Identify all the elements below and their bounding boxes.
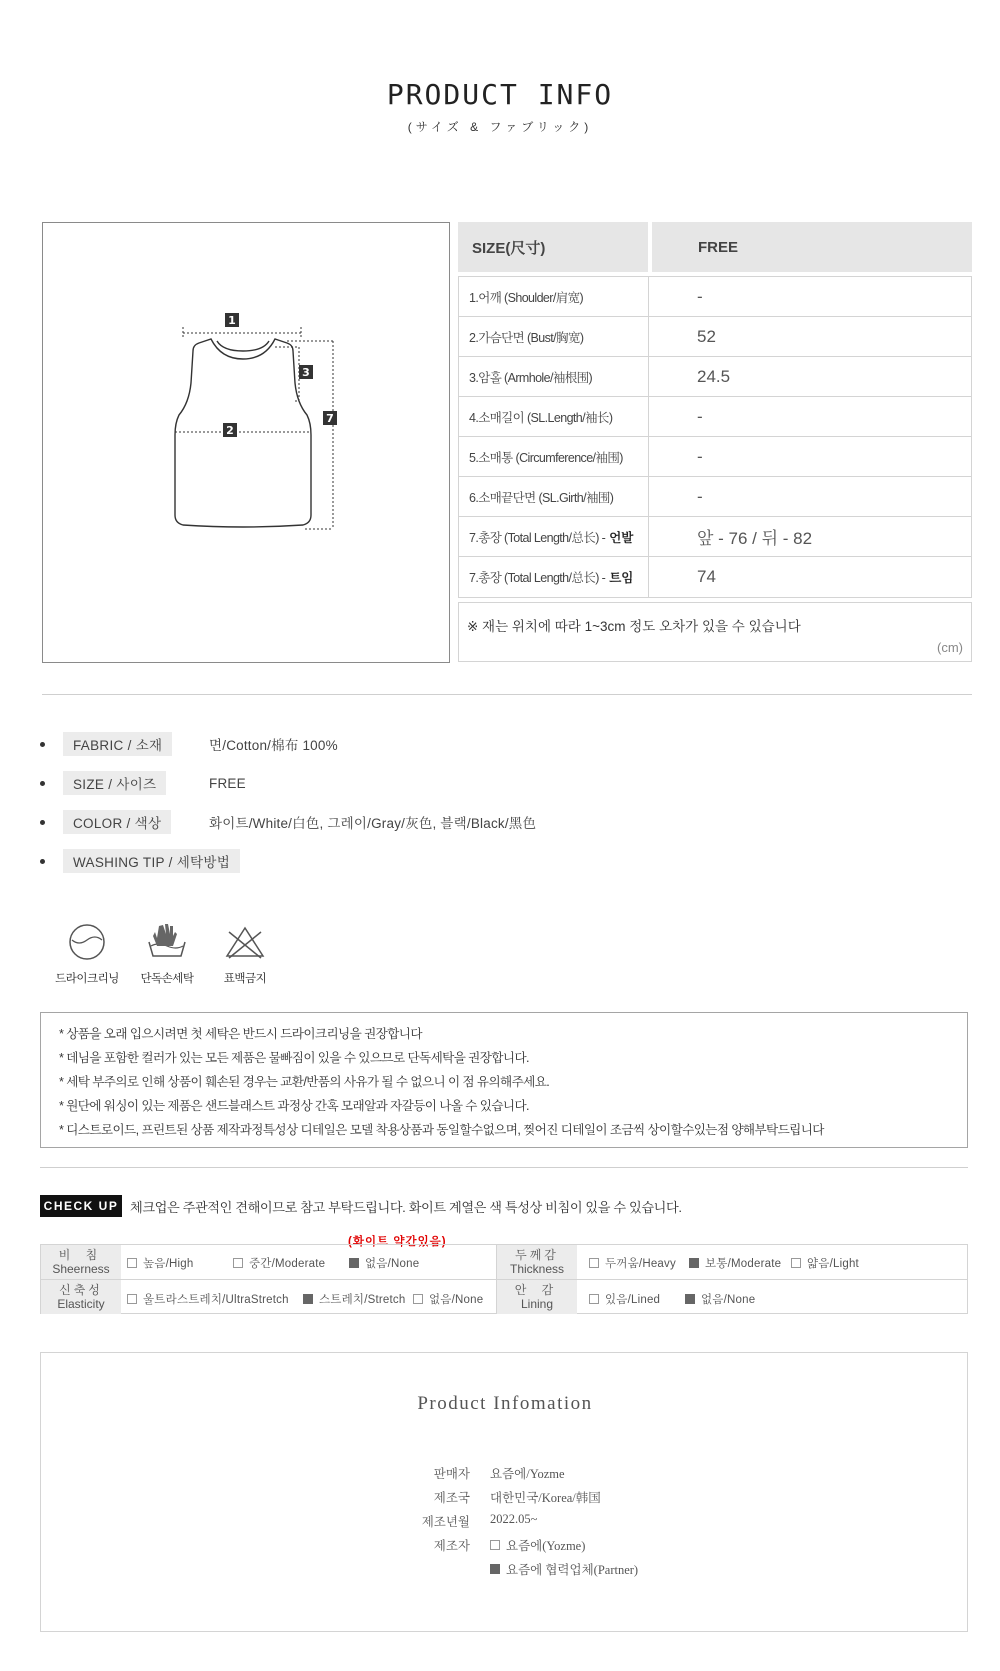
measurement-value: 앞 - 76 / 뒤 - 82 — [697, 529, 813, 548]
bullet-icon — [40, 781, 45, 786]
hand-wash-label: 단독손세탁 — [140, 973, 194, 985]
checkup-badge: CHECK UP — [40, 1195, 122, 1217]
option-label: 없음/None — [429, 1294, 484, 1306]
measurement-label — [459, 357, 649, 396]
no-bleach-icon — [223, 922, 267, 962]
product-information-box — [40, 1352, 968, 1632]
divider — [42, 694, 972, 695]
size-table-row — [459, 477, 971, 517]
date-label: 제조년월 — [421, 1515, 470, 1529]
spec-size — [40, 772, 246, 794]
bullet-icon — [40, 742, 45, 747]
maker-option-label: 요즘에(Yozme) — [506, 1539, 586, 1553]
measurement-label-text: 4.소매길이 (SL.Length/袖长) — [469, 410, 613, 425]
divider — [496, 1245, 497, 1313]
thickness-label-ko: 두께감 — [515, 1248, 559, 1262]
seller-value: 요즘에/Yozme — [490, 1467, 565, 1481]
option-label: 중간/Moderate — [249, 1258, 326, 1270]
dry-clean-icon — [67, 922, 107, 962]
measurement-label — [459, 317, 649, 356]
product-information-title: Product Infomation — [417, 1393, 593, 1414]
lining-option — [685, 1291, 755, 1307]
option-label: 울트라스트레치/UltraStretch — [143, 1294, 289, 1306]
size-diagram — [42, 222, 450, 663]
measurement-label-text: 3.암홀 (Armhole/袖根围) — [469, 370, 593, 385]
checkbox-checked-icon — [490, 1564, 500, 1574]
thickness-option — [791, 1255, 859, 1271]
checkbox-checked-icon — [685, 1294, 695, 1304]
fabric-value: 면/Cotton/棉布 100% — [209, 738, 338, 753]
measurement-value: - — [697, 286, 703, 306]
bullet-icon — [40, 859, 45, 864]
sheerness-label-ko: 비 침 — [58, 1248, 104, 1262]
measurement-label-text: 6.소매끝단면 (SL.Girth/袖围) — [469, 490, 614, 505]
measurement-label-text: 1.어깨 (Shoulder/肩宽) — [469, 290, 584, 305]
measurement-label — [459, 557, 649, 597]
checkbox-checked-icon — [689, 1258, 699, 1268]
care-note: * 원단에 워싱이 있는 제품은 샌드블래스트 과정상 간혹 모래알과 자갈등이 나올 수 있습니다. — [59, 1099, 529, 1113]
checkup-text: 체크업은 주관적인 견해이므로 참고 부탁드립니다. 화이트 계열은 색 특성상 비침이 있을 수 있습니다. — [130, 1200, 682, 1215]
measurement-label — [459, 397, 649, 436]
size-column-header: SIZE(尺寸) — [458, 222, 648, 272]
wash-dry-clean — [47, 922, 127, 986]
checkbox-icon — [490, 1540, 500, 1550]
elasticity-option — [413, 1291, 483, 1307]
hand-wash-icon — [145, 922, 189, 962]
elasticity-label-ko: 신축성 — [59, 1283, 103, 1297]
date-value: 2022.05~ — [490, 1512, 538, 1526]
marker-7-label: 7 — [326, 412, 334, 425]
unit-label: (cm) — [937, 640, 963, 655]
sheerness-option — [127, 1255, 193, 1271]
checkbox-icon — [413, 1294, 423, 1304]
measurement-note: ※ 재는 위치에 따라 1~3cm 정도 오차가 있을 수 있습니다 — [467, 619, 801, 634]
care-note: * 상품을 오래 입으시려면 첫 세탁은 반드시 드라이크리닝을 권장합니다 — [59, 1027, 422, 1041]
measurement-label-text: 5.소매통 (Circumference/袖围) — [469, 450, 623, 465]
option-label: 두꺼움/Heavy — [605, 1258, 676, 1270]
thickness-option — [689, 1255, 781, 1271]
spec-washing — [40, 850, 240, 872]
measurement-label-suffix: 언발 — [609, 530, 634, 545]
country-value: 대한민국/Korea/韩国 — [490, 1491, 601, 1505]
tank-top-illustration — [43, 223, 449, 662]
maker-option — [490, 1560, 638, 1578]
measurement-label — [459, 517, 649, 556]
measurement-value: - — [697, 486, 703, 506]
thickness-header — [497, 1245, 577, 1279]
fabric-label: FABRIC / 소재 — [63, 732, 172, 756]
washing-label: WASHING TIP / 세탁방법 — [63, 849, 240, 873]
care-note: * 디스트로이드, 프린트된 상품 제작과정특성상 디테일은 모델 착용상품과 동일할수없으며, 찢어진 디테일이 조금씩 상이할수있는점 양해부탁드립니다 — [59, 1123, 824, 1137]
spec-color — [40, 811, 537, 833]
option-label: 스트레치/Stretch — [319, 1294, 406, 1306]
measurement-value: 24.5 — [697, 366, 731, 386]
size-table-row — [459, 517, 971, 557]
spec-fabric — [40, 733, 338, 755]
measurement-label — [459, 437, 649, 476]
measurement-label-suffix: 트임 — [609, 571, 634, 585]
checkbox-icon — [589, 1294, 599, 1304]
marker-3-label: 3 — [302, 366, 310, 379]
lining-label-ko: 안 감 — [514, 1283, 560, 1297]
checkbox-icon — [791, 1258, 801, 1268]
measurement-label-text: 7.총장 (Total Length/总长) - — [469, 571, 606, 585]
option-label: 있음/Lined — [605, 1294, 661, 1306]
color-label: COLOR / 색상 — [63, 810, 171, 834]
checkbox-icon — [589, 1258, 599, 1268]
measurement-label-text: 2.가슴단면 (Bust/胸宽) — [469, 330, 584, 345]
page-title: PRODUCT INFO — [386, 78, 614, 111]
option-label: 보통/Moderate — [705, 1258, 782, 1270]
size-table-row — [459, 357, 971, 397]
color-value: 화이트/White/白色, 그레이/Gray/灰色, 블랙/Black/黑色 — [209, 816, 537, 831]
lining-label-en: Lining — [520, 1297, 554, 1311]
seller-label: 판매자 — [433, 1467, 470, 1481]
thickness-label-en: Thickness — [509, 1262, 565, 1276]
bullet-icon — [40, 820, 45, 825]
marker-1-label: 1 — [228, 314, 236, 327]
option-label: 얇음/Light — [807, 1258, 859, 1270]
elasticity-header — [41, 1280, 121, 1314]
checkbox-icon — [233, 1258, 243, 1268]
maker-option — [490, 1536, 585, 1554]
size-table-row — [459, 397, 971, 437]
option-label: 높음/High — [143, 1258, 194, 1270]
page-subtitle: (サイズ & ファブリック) — [407, 120, 593, 134]
wash-hand-wash — [127, 922, 207, 986]
country-label: 제조국 — [433, 1491, 470, 1505]
wash-no-bleach — [205, 922, 285, 986]
measurement-label — [459, 277, 649, 316]
free-column-header: FREE — [652, 222, 972, 272]
maker-option-label: 요즘에 협력업체(Partner) — [506, 1563, 639, 1577]
sheerness-label-en: Sheerness — [52, 1262, 110, 1276]
size-table-row — [459, 277, 971, 317]
dry-clean-label: 드라이크리닝 — [55, 973, 119, 985]
thickness-option — [589, 1255, 676, 1271]
care-note: * 데님을 포함한 컬러가 있는 모든 제품은 물빠짐이 있을 수 있으므로 단독세탁을 권장합니다. — [59, 1051, 529, 1065]
fabric-attributes-table — [40, 1244, 968, 1314]
divider — [41, 1279, 967, 1280]
size-table — [458, 222, 972, 662]
elasticity-label-en: Elasticity — [57, 1297, 105, 1311]
option-label: 없음/None — [365, 1258, 420, 1270]
sheerness-note: (화이트 약간있음) — [348, 1236, 447, 1248]
sheerness-header — [41, 1245, 121, 1279]
lining-option — [589, 1291, 660, 1307]
care-note: * 세탁 부주의로 인해 상품이 훼손된 경우는 교환/반품의 사유가 될 수 없으니 이 점 유의해주세요. — [59, 1075, 550, 1089]
no-bleach-label: 표백금지 — [223, 973, 267, 985]
elasticity-option — [127, 1291, 289, 1307]
measurement-value: - — [697, 446, 703, 466]
checkbox-icon — [127, 1294, 137, 1304]
size-table-row — [459, 437, 971, 477]
size-table-row — [459, 317, 971, 357]
measurement-label — [459, 477, 649, 516]
size-table-header — [458, 222, 972, 272]
marker-2-label: 2 — [226, 424, 234, 437]
checkbox-icon — [127, 1258, 137, 1268]
size-label: SIZE / 사이즈 — [63, 771, 166, 795]
maker-label: 제조자 — [433, 1539, 470, 1553]
measurement-value: - — [697, 406, 703, 426]
measurement-value: 52 — [697, 326, 716, 346]
size-table-body — [458, 276, 972, 598]
measurement-note-box — [458, 602, 972, 662]
size-value: FREE — [209, 775, 246, 791]
divider — [40, 1167, 968, 1168]
sheerness-option — [349, 1255, 419, 1271]
measurement-value: 74 — [697, 567, 716, 586]
size-table-row — [459, 557, 971, 597]
elasticity-option — [303, 1291, 405, 1307]
lining-header — [497, 1280, 577, 1314]
care-notes-box — [40, 1012, 968, 1148]
sheerness-option — [233, 1255, 325, 1271]
checkbox-checked-icon — [349, 1258, 359, 1268]
measurement-label-text: 7.총장 (Total Length/总长) - — [469, 530, 606, 545]
option-label: 없음/None — [701, 1294, 756, 1306]
checkbox-checked-icon — [303, 1294, 313, 1304]
